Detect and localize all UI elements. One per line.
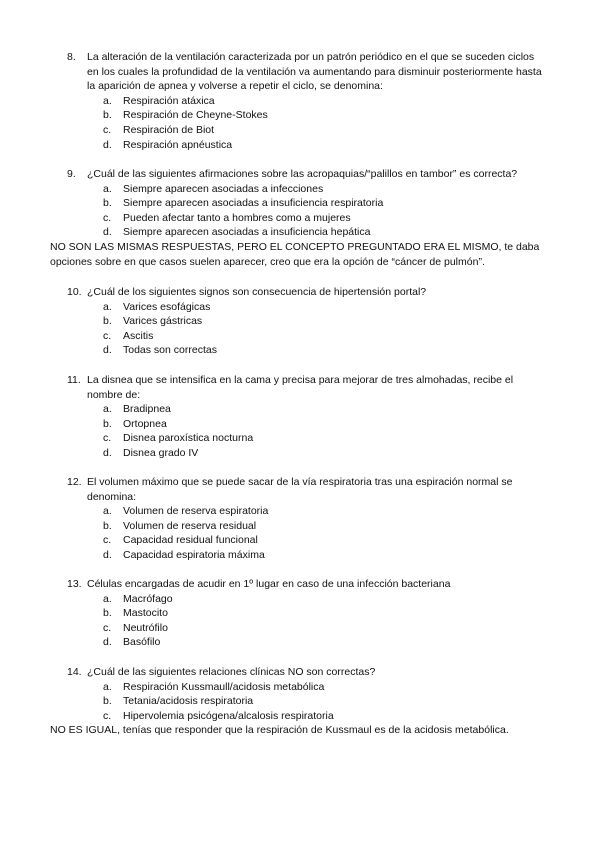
option-letter: c. xyxy=(103,709,112,722)
option-text: Mastocito xyxy=(123,607,168,620)
option-text: Siempre aparecen asociadas a insuficiencia hepática xyxy=(123,226,371,239)
option-text: Volumen de reserva espiratoria xyxy=(123,505,269,518)
option-item xyxy=(103,402,545,417)
answer-note: NO ES IGUAL, tenías que responder que la respiración de Kussmaul es de la acidosis metabólica. xyxy=(50,724,509,736)
option-item xyxy=(103,417,545,432)
option-letter: c. xyxy=(103,621,112,634)
option-letter: c. xyxy=(103,534,112,547)
option-text: Ascitis xyxy=(123,329,154,342)
question-number: 11. xyxy=(67,374,81,386)
option-letter: b. xyxy=(103,109,112,122)
question-text: ¿Cuál de los siguientes signos son consecuencia de hipertensión portal? xyxy=(87,286,427,298)
question-text: Células encargadas de acudir en 1º lugar en caso de una infección bacteriana xyxy=(87,578,451,590)
option-letter: a. xyxy=(103,94,112,107)
question-number: 8. xyxy=(67,51,76,63)
question-number: 12. xyxy=(67,476,82,488)
option-letter: d. xyxy=(103,548,112,561)
options-list xyxy=(67,94,545,152)
options-list xyxy=(67,402,545,460)
option-text: Pueden afectar tanto a hombres como a mujeres xyxy=(123,211,351,224)
option-item xyxy=(103,621,545,636)
option-letter: d. xyxy=(103,344,112,357)
option-item xyxy=(103,182,545,197)
question-text: El volumen máximo que se puede sacar de la vía respiratoria tras una espiración normal se denomina: xyxy=(87,476,513,503)
option-item xyxy=(103,606,545,621)
option-text: Respiración apnéustica xyxy=(123,138,233,151)
option-text: Volumen de reserva residual xyxy=(123,519,257,532)
option-item xyxy=(103,108,545,123)
option-letter: a. xyxy=(103,680,112,693)
option-letter: a. xyxy=(103,182,112,195)
option-text: Todas son correctas xyxy=(123,344,217,357)
options-list xyxy=(67,592,545,650)
option-letter: d. xyxy=(103,446,112,459)
question-text: La disnea que se intensifica en la cama y precisa para mejorar de tres almohadas, recibe el nombre de: xyxy=(87,374,514,401)
question-10 xyxy=(67,285,545,358)
option-text: Siempre aparecen asociadas a insuficiencia respiratoria xyxy=(123,197,384,210)
option-letter: c. xyxy=(103,211,112,224)
question-number: 9. xyxy=(67,168,76,180)
option-item xyxy=(103,592,545,607)
option-text: Respiración Kussmaull/acidosis metabólica xyxy=(123,680,325,693)
question-number: 10. xyxy=(67,286,82,298)
option-letter: c. xyxy=(103,432,112,445)
question-number: 13. xyxy=(67,578,82,590)
option-letter: b. xyxy=(103,607,112,620)
question-14 xyxy=(67,665,545,723)
option-text: Siempre aparecen asociadas a infecciones xyxy=(123,182,324,195)
option-text: Capacidad residual funcional xyxy=(123,534,258,547)
answer-note: NO SON LAS MISMAS RESPUESTAS, PERO EL CONCEPTO PREGUNTADO ERA EL MISMO, te daba opciones sobre en que casos suelen aparecer, creo que era la opción de “cáncer de pulmón”. xyxy=(50,241,540,268)
option-item xyxy=(103,548,545,563)
option-letter: c. xyxy=(103,329,112,342)
question-12 xyxy=(67,475,545,563)
option-item xyxy=(103,329,545,344)
question-13 xyxy=(67,577,545,650)
option-letter: a. xyxy=(103,300,112,313)
option-letter: b. xyxy=(103,417,112,430)
option-item xyxy=(103,343,545,358)
option-letter: d. xyxy=(103,138,112,151)
option-item xyxy=(103,300,545,315)
option-text: Respiración atáxica xyxy=(123,94,215,107)
option-item xyxy=(103,225,545,240)
option-text: Ortopnea xyxy=(123,417,167,430)
option-letter: b. xyxy=(103,197,112,210)
option-item xyxy=(103,123,545,138)
option-text: Disnea paroxística nocturna xyxy=(123,432,254,445)
option-item xyxy=(103,680,545,695)
option-item xyxy=(103,446,545,461)
question-text: ¿Cuál de las siguientes relaciones clínicas NO son correctas? xyxy=(87,666,376,678)
option-text: Neutrófilo xyxy=(123,621,168,634)
options-list xyxy=(67,504,545,562)
option-item xyxy=(103,211,545,226)
option-item xyxy=(103,635,545,650)
option-text: Tetania/acidosis respiratoria xyxy=(123,695,254,708)
option-item xyxy=(103,533,545,548)
option-text: Disnea grado IV xyxy=(123,446,199,459)
option-item xyxy=(103,519,545,534)
option-letter: a. xyxy=(103,592,112,605)
option-item xyxy=(103,138,545,153)
option-text: Respiración de Cheyne-Stokes xyxy=(123,109,268,122)
options-list xyxy=(67,182,545,240)
option-item xyxy=(103,314,545,329)
option-text: Macrófago xyxy=(123,592,173,605)
question-8 xyxy=(67,50,545,152)
option-letter: d. xyxy=(103,226,112,239)
option-item xyxy=(103,694,545,709)
option-letter: d. xyxy=(103,636,112,649)
question-number: 14. xyxy=(67,666,82,678)
options-list xyxy=(67,680,545,724)
option-text: Capacidad espiratoria máxima xyxy=(123,548,265,561)
option-item xyxy=(103,504,545,519)
question-9 xyxy=(67,167,545,240)
option-item xyxy=(103,94,545,109)
options-list xyxy=(67,300,545,358)
option-item xyxy=(103,431,545,446)
option-letter: b. xyxy=(103,695,112,708)
question-text: ¿Cuál de las siguientes afirmaciones sobre las acropaquias/“palillos en tambor” es correcta? xyxy=(87,168,518,180)
option-letter: b. xyxy=(103,315,112,328)
option-letter: b. xyxy=(103,519,112,532)
option-letter: c. xyxy=(103,123,112,136)
option-text: Varices esofágicas xyxy=(123,300,211,313)
question-text: La alteración de la ventilación caracterizada por un patrón periódico en el que se suceden ciclos en los cuales la profundidad de la ventilación va aumentando para disminuir posteriormente hasta la aparición de apnea y volverse a repetir el ciclo, se denomina: xyxy=(87,51,542,93)
option-text: Basófilo xyxy=(123,636,161,649)
option-letter: a. xyxy=(103,403,112,416)
option-item xyxy=(103,709,545,724)
option-item xyxy=(103,196,545,211)
option-text: Respiración de Biot xyxy=(123,123,215,136)
option-text: Bradipnea xyxy=(123,403,171,416)
option-letter: a. xyxy=(103,505,112,518)
question-11 xyxy=(67,373,545,461)
option-text: Varices gástricas xyxy=(123,315,203,328)
option-text: Hipervolemia psicógena/alcalosis respiratoria xyxy=(123,709,334,722)
